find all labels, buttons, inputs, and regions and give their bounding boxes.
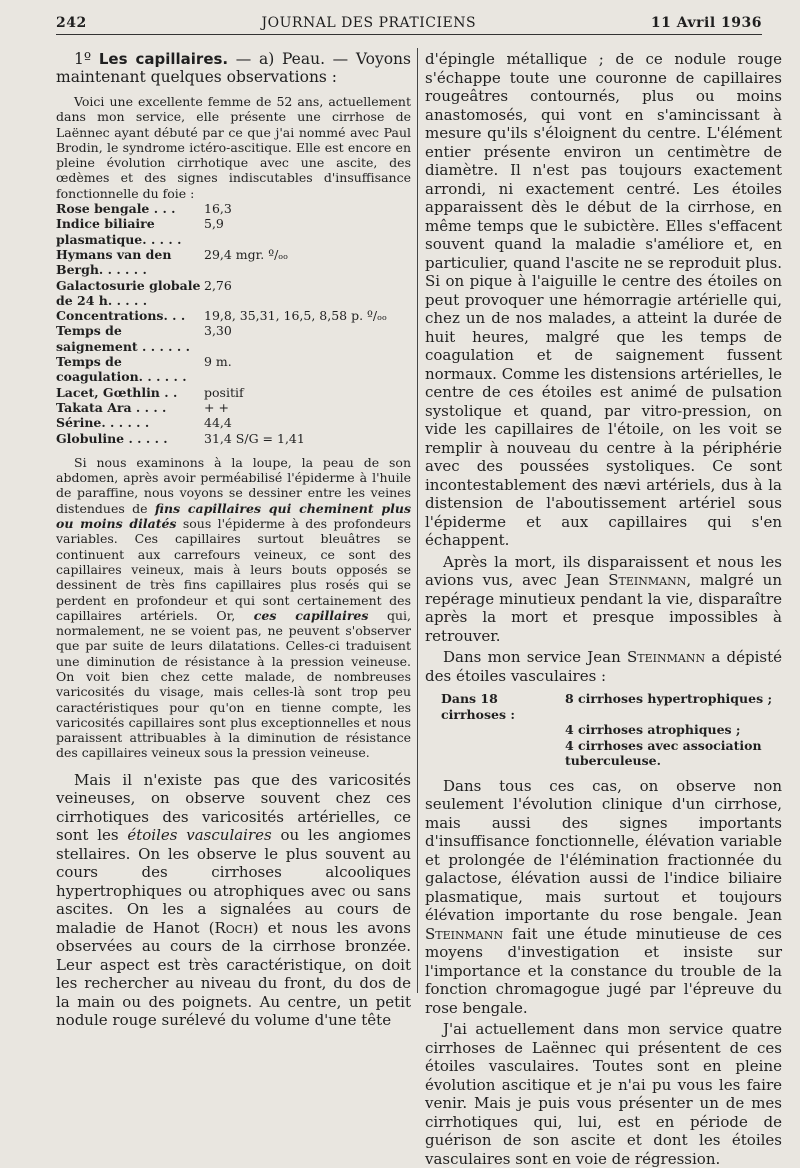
lab-value-row: [56, 415, 411, 430]
text-run: Après la mort, ils disparaissent et nous les avions vus, avec Jean: [425, 552, 782, 589]
lab-value: 29,4 mgr. º/ₒₒ: [204, 246, 288, 262]
text-run: ) et nous les avons observées au cours de la cirrhose bronzée. Leur aspect est très caractéristique, on doit les rechercher au niveau du front, du dos de la main ou des poignets. Au centre, un petit nodule rouge surélevé du volume d'une tête: [56, 918, 412, 1030]
page-number: 242: [56, 15, 87, 31]
lab-value-label: Galactosurie globale de 24 h. . . . .: [56, 277, 201, 308]
lab-value: 2,76: [204, 277, 232, 293]
text-run: Dans mon service Jean: [443, 648, 627, 666]
lab-value: positif: [204, 384, 244, 400]
lab-value-label: Temps de saignement . . . . . .: [56, 323, 190, 354]
lab-value: 31,4 S/G = 1,41: [204, 430, 305, 446]
author-name: Steinmann: [627, 648, 706, 666]
text-run: Si nous examinons à la loupe, la peau de son abdomen, après avoir perméabilisé l'épiderme à l'huile de paraffine, nous voyons se dessiner entre les veines distendues de: [56, 454, 411, 516]
observation-intro: Voici une excellente femme de 52 ans, actuellement dans mon service, elle présente une cirrhose de Laënnec ayant débuté par ce que j'ai nommé avec Paul Brodin, le syndrome ictéro-ascitique. Elle est encore en pleine évolution cirrhotique avec une ascite, des œdèmes et des signes indiscutables d'insuffisance fonctionnelle du foie :: [56, 94, 411, 201]
lab-value-label: Indice biliaire plasmatique. . . . .: [56, 216, 182, 247]
lab-value-label: Temps de coagulation. . . . . .: [56, 354, 187, 385]
lab-value-row: [56, 323, 411, 354]
lab-value-label: Lacet, Gœthlin . .: [56, 384, 178, 400]
paragraph-after-death: [425, 553, 782, 646]
text-run: , malgré un repérage minutieux pendant la vie, disparaître après la mort et presque impossibles à retrouver.: [425, 571, 782, 645]
section-intro: — a) Peau. — Voyons maintenant quelques observations :: [56, 50, 411, 86]
lab-value-row: [56, 201, 411, 216]
column-divider: [417, 48, 418, 993]
section-heading: [56, 50, 411, 86]
author-name: Roch: [214, 918, 253, 937]
author-name: Steinmann: [608, 571, 687, 589]
issue-date: 11 Avril 1936: [650, 15, 762, 31]
lab-value-label: Takata Ara . . . .: [56, 399, 167, 415]
lab-value-label: Hymans van den Bergh. . . . . .: [56, 246, 172, 278]
lab-value: 3,30: [204, 323, 232, 339]
lab-value-row: [56, 278, 411, 309]
table-row: [441, 722, 782, 738]
text-run: a dépisté des étoiles vasculaires :: [425, 648, 782, 685]
lab-value: 16,3: [204, 201, 232, 217]
lab-value: 44,4: [204, 415, 232, 431]
lab-value-label: Sérine. . . . . .: [56, 415, 150, 431]
lab-value-label: Globuline . . . . .: [56, 430, 168, 446]
lab-value: 19,8, 35,31, 16,5, 8,58 p. º/ₒₒ: [204, 308, 387, 324]
paragraph-skin-exam: [56, 455, 411, 761]
paragraph-all-cases: [425, 777, 782, 1018]
section-title: Les capillaires.: [98, 50, 229, 68]
lab-value-row: [56, 400, 411, 415]
lab-value-row: [56, 431, 411, 446]
lab-value: 5,9: [204, 216, 224, 232]
text-run: ou les angiomes stellaires. On les observe le plus souvent au cours des cirrhoses alcooliques hypertrophiques ou atrophiques avec ou sans ascites. On les a signalées au cours de maladie de Hanot (: [56, 826, 411, 937]
lab-value-label: Rose bengale . . .: [56, 201, 176, 217]
author-name: Steinmann: [425, 924, 504, 943]
lab-value-row: [56, 385, 411, 400]
lab-value-row: [56, 354, 411, 385]
cirrhosis-table: [441, 691, 782, 769]
table-row: [441, 738, 782, 769]
text-run: Mais il n'existe pas que des varicosités veineuses, on observe souvent chez ces cirrhotiques des varicosités artérielles, ce sont les: [56, 770, 411, 845]
text-run: qui, normalement, ne se voient pas, ne peuvent s'observer que par suite de leurs dilatations. Celles-ci traduisent une diminution de résistance à la pression veineuse. On voit bien chez cette malade, de nombreuses varicosités du visage, mais celles-là sont trop peu caractéristiques pour qu'on en tienne compte, les varicosités capillaires sont plus exceptionnelles et nous paraissent attribuables à la diminution de résistance des capillaires veineux sous la pression veineuse.: [56, 607, 411, 761]
paragraph-vascular-stars: [56, 771, 411, 1030]
right-column: [425, 50, 782, 1168]
lab-value-label: Concentrations. . .: [56, 308, 186, 324]
lab-values-table: [56, 201, 411, 446]
paragraph-continued: d'épingle métallique ; de ce nodule rouge s'échappe toute une couronne de capillaires rougeâtres contournés, plus ou moins anastomosés, qui vont en s'amincissant à mesure qu'ils s'éloignent du centre. L'élément entier présente environ un centimètre de diamètre. Il n'est pas toujours exactement arrondi, ni exactement centré. Les étoiles apparaissent dès le début de la cirrhose, en même temps que le subictère. Elles s'effacent souvent quand la maladie s'améliore et, en particulier, quand l'ascite ne se reproduit plus. Si on pique à l'aiguille le centre des étoiles on peut provoquer une hémorragie artérielle qui, chez un de nos malades, a atteint la durée de huit heures, malgré que les temps de coagulation et de saignement fussent normaux. Comme les distensions artérielles, le centre de ces étoiles est animé de pulsation systolique et quand, par vitro-pression, on vide les capillaires de l'étoile, on les voit se remplir à nouveau du centre à la périphérie avec des poussées systoliques. Ce sont incontestablement des nævi artériels, dus à la distension de l'aboutissement artériel sous l'épiderme et aux capillaires qui s'en échappent.: [425, 50, 782, 549]
table-item: 4 cirrhoses avec association tuberculeuse.: [565, 737, 762, 768]
table-item: 8 cirrhoses hypertrophiques ;: [565, 691, 773, 706]
emphasis: fins capillaires qui cheminent plus ou moins dilatés: [56, 500, 411, 532]
lab-value: 9 m.: [204, 354, 232, 370]
page-header: [56, 12, 762, 35]
emphasis: étoiles vasculaires: [127, 826, 272, 845]
paragraph-current-cases: J'ai actuellement dans mon service quatre cirrhoses de Laënnec qui présentent de ces étoiles vasculaires. Toutes sont en pleine évolution ascitique et je n'ai pu vous les faire venir. Mais je puis vous présenter un de mes cirrhotiques qui, lui, est en période de guérison de son ascite et dont les étoiles vasculaires sont en voie de régression.: [425, 1020, 782, 1168]
journal-title: JOURNAL DES PRATICIENS: [261, 15, 477, 31]
lab-value-row: [56, 308, 411, 323]
lab-value-row: [56, 216, 411, 247]
left-column: [56, 50, 411, 1030]
text-run: sous l'épiderme à des profondeurs variables. Ces capillaires surtout bleuâtres se continuent aux carrefours veineux, ce sont des capillaires veineux, mais à leurs bouts opposés se dessinent de très fins capillaires plus rosés qui se perdent en profondeur et qui sont certainement des capillaires artériels. Or,: [56, 516, 411, 623]
lab-value: + +: [204, 399, 229, 415]
table-item: 4 cirrhoses atrophiques ;: [565, 722, 741, 737]
emphasis: ces capillaires: [253, 607, 369, 623]
text-run: Dans tous ces cas, on observe non seulement l'évolution clinique d'un cirrhose, mais aussi des signes importants d'insuffisance fonctionnelle, élévation variable et prolongée de l'élémination fractionnée du galactose, élévation aussi de l'indice biliaire plasmatique, mais surtout et toujours élévation importante du rose bengale. Jean: [425, 776, 782, 924]
text-run: fait une étude minutieuse de ces moyens d'investigation et insiste sur l'importance et la constance du trouble de la fonction chromagogue jugé par l'épreuve du rose bengale.: [425, 924, 782, 1017]
section-number: 1º: [74, 50, 92, 68]
table-row: [441, 691, 782, 722]
lab-value-row: [56, 247, 411, 278]
paragraph-service: [425, 648, 782, 685]
table-label: Dans 18 cirrhoses :: [441, 691, 515, 722]
